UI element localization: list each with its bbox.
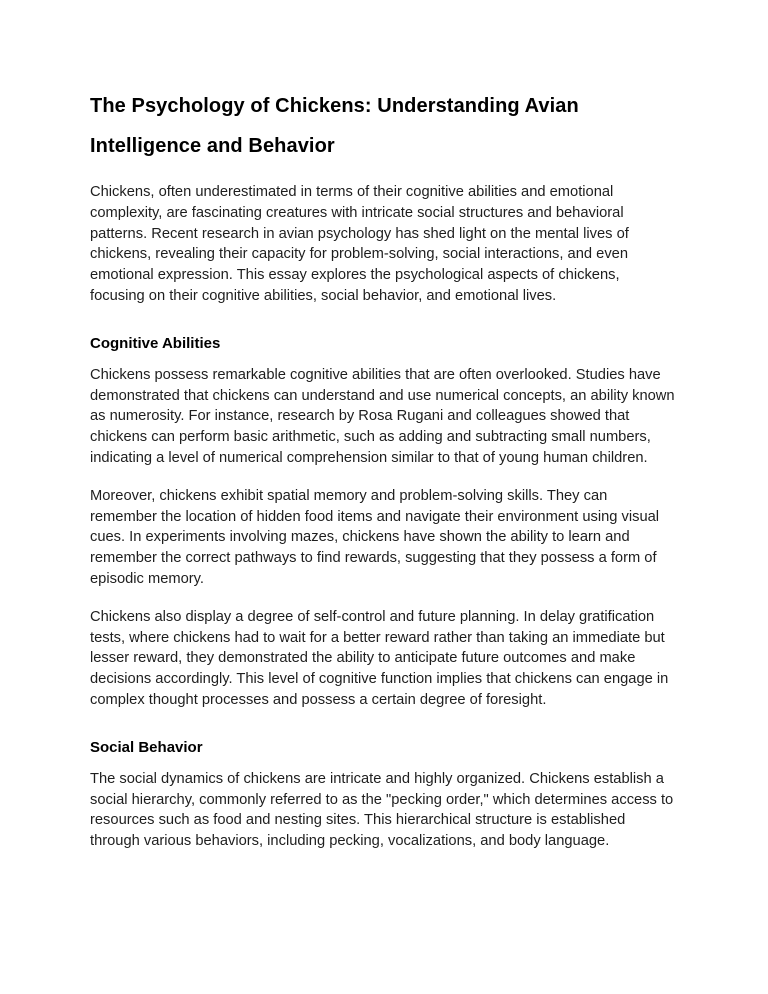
cognitive-paragraph-3: Chickens also display a degree of self-control and future planning. In delay gratification tests, where chickens had to wait for a better reward rather than taking an immediate but lesser reward, they demonstrated the ability to anticipate future outcomes and make decisions accordingly. This level of cognitive function implies that chickens can engage in complex thought processes and possess a certain degree of foresight. [90,608,669,708]
cognitive-paragraph-1: Chickens possess remarkable cognitive abilities that are often overlooked. Studies have demonstrated that chickens can understand and use numerical concepts, an ability known as numerosity. For instance, research by Rosa Rugani and colleagues showed that chickens can perform basic arithmetic, such as adding and subtracting small numbers, indicating a level of numerical comprehension similar to that of young human children. [90,366,675,466]
cognitive-paragraph-2: Moreover, chickens exhibit spatial memory and problem-solving skills. They can remember the location of hidden food items and navigate their environment using visual cues. In experiments involving mazes, chickens have shown the ability to learn and remember the correct pathways to find rewards, suggesting that they possess a form of episodic memory. [90,487,660,587]
social-paragraph-1: The social dynamics of chickens are intricate and highly organized. Chickens establish a social hierarchy, commonly referred to as the "pecking order," which determines access to resources such as food and nesting sites. This hierarchical structure is established through various behaviors, including pecking, vocalizations, and body language. [90,770,674,850]
section-heading-social-behavior: Social Behavior [90,738,203,756]
section-heading-cognitive-abilities: Cognitive Abilities [90,334,221,352]
intro-paragraph: Chickens, often underestimated in terms of their cognitive abilities and emotional complexity, are fascinating creatures with intricate social structures and behavioral patterns. Recent research in avian psychology has shed light on the mental lives of chickens, revealing their capacity for problem-solving, social interactions, and even emotional expression. This essay explores the psychological aspects of chickens, focusing on their cognitive abilities, social behavior, and emotional lives. [90,184,629,304]
document-title: The Psychology of Chickens: Understanding Avian Intelligence and Behavior [90,95,579,157]
